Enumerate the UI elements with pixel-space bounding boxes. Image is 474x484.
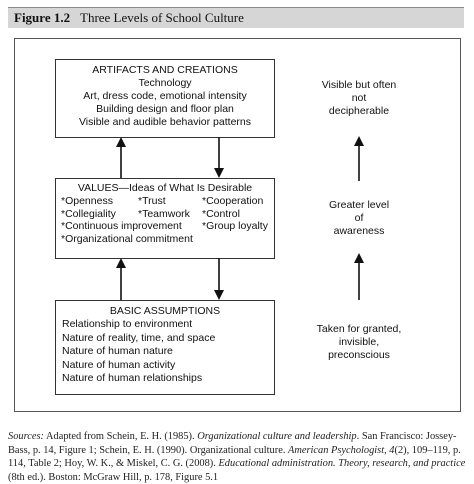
assumption-item: Nature of human nature (62, 345, 173, 357)
assumptions-heading: BASIC ASSUMPTIONS (109, 305, 221, 317)
assumption-item: Nature of reality, time, and space (62, 331, 216, 344)
value-item: *Teamwork (138, 207, 190, 220)
value-item: *Continuous improvement (61, 220, 182, 232)
side-label-line: of (354, 212, 364, 224)
arrowhead-up-icon (354, 136, 364, 146)
side-label-line: decipherable (328, 105, 390, 117)
figure-title: Three Levels of School Culture (80, 10, 244, 25)
source-text: (8th ed.). Boston: McGraw Hill, p. 178, Figure 5.1 (8, 471, 219, 483)
arrowhead-up-icon (116, 137, 126, 147)
source-label: Sources: (8, 431, 44, 442)
arrowhead-down-icon (214, 168, 224, 178)
figure-number: Figure 1.2 (14, 10, 71, 25)
arrowhead-up-icon (116, 258, 126, 268)
value-item: *Trust (138, 195, 166, 207)
side-label-line: Taken for granted, (316, 323, 402, 335)
source-text: . San Francisco: Jossey-Bass, p. 14, Figure 1; Schein, E. H. (1990). Organizational culture. (8, 431, 457, 456)
source-text: (2), 109–119, p. 114, Table 2; Hoy, W. K., & Miskel, C. G. (2008). (8, 444, 461, 470)
source-title: Educational administration. Theory, research, and practice (218, 458, 466, 470)
assumption-item: Nature of human activity (62, 358, 176, 371)
value-item: *Collegiality (61, 207, 116, 220)
values-heading: VALUES—Ideas of What Is Desirable (77, 182, 253, 194)
source-text: Adapted from Schein, E. H. (1985). (43, 431, 198, 442)
value-item: *Group loyalty (202, 220, 268, 232)
assumption-item: Relationship to environment (62, 318, 193, 330)
artifacts-heading: ARTIFACTS AND CREATIONS (92, 64, 238, 76)
arrowhead-down-icon (214, 290, 224, 300)
side-label-line: invisible, (338, 336, 380, 348)
value-item: *Organizational commitment (61, 232, 193, 245)
side-label-line: preconscious (328, 349, 390, 361)
artifacts-line: Technology (138, 77, 192, 89)
value-item: *Control (202, 207, 240, 220)
arrowhead-up-icon (354, 253, 364, 263)
artifacts-line: Art, dress code, emotional intensity (83, 90, 247, 102)
source-note (8, 430, 468, 484)
artifacts-line: Visible and audible behavior patterns (78, 116, 251, 128)
value-item: *Cooperation (202, 195, 264, 207)
side-label-line: Greater level (328, 199, 390, 211)
source-title: Organizational culture and leadership (197, 431, 357, 442)
assumption-item: Nature of human relationships (62, 372, 203, 384)
source-title: American Psychologist, 4 (288, 444, 395, 456)
value-item: *Openness (61, 195, 113, 207)
side-label-line: awareness (333, 225, 385, 237)
side-label-line: Visible but often (321, 79, 397, 91)
artifacts-line: Building design and floor plan (96, 103, 234, 115)
side-label-line: not (351, 92, 367, 104)
